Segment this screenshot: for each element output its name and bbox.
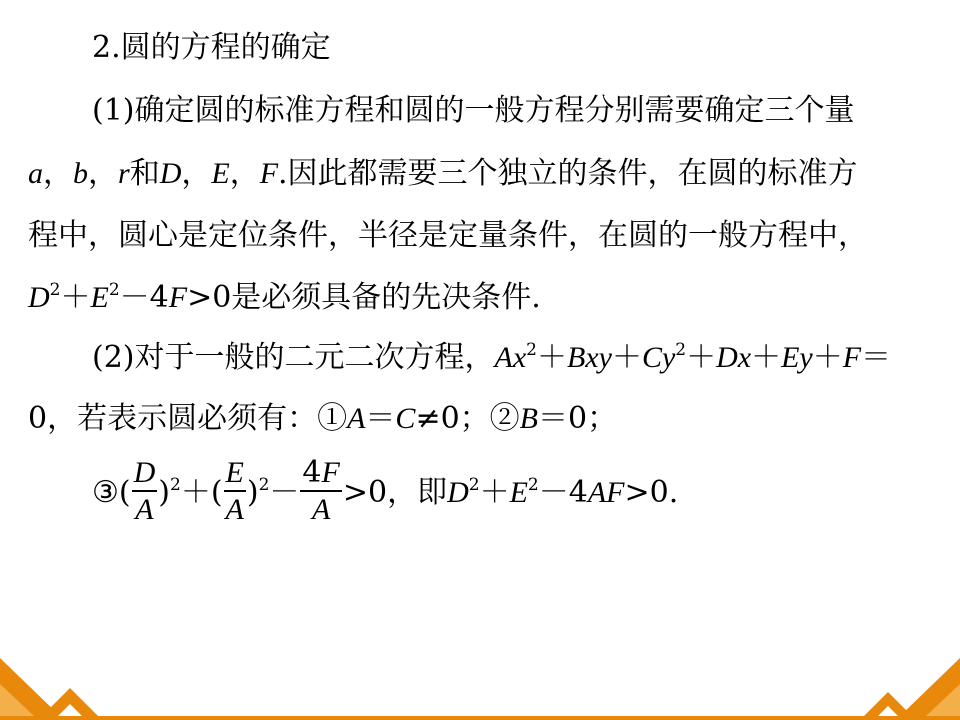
text: 程中，圆心是定位条件，半径是定量条件，在圆的一般方程中， (28, 218, 868, 253)
paren: ) (246, 475, 259, 510)
text: >0，即 (342, 475, 448, 510)
fraction-D-over-A (132, 456, 158, 528)
bottom-accent-bar (0, 716, 960, 720)
numerator: E (224, 456, 246, 492)
comma: ， (229, 156, 260, 191)
var-a: a (28, 157, 43, 190)
numerator: D (132, 456, 158, 492)
para2-line2 (28, 401, 617, 437)
operator: ＋ (686, 340, 717, 375)
operator: ＋ (812, 340, 843, 375)
superscript: 2 (108, 280, 120, 300)
operator: －4 (538, 475, 588, 510)
superscript: 2 (468, 475, 480, 495)
para1-line2 (28, 156, 858, 192)
operator: ＋ (751, 340, 782, 375)
var-F: F (321, 456, 340, 489)
term-Ax: Ax (494, 341, 527, 374)
term-Dx: Dx (716, 341, 752, 374)
term-AF: AF (587, 476, 625, 509)
bottom-left-decoration (0, 656, 110, 716)
numerator (300, 456, 341, 492)
coefficient: 4 (302, 455, 322, 490)
text: 和 (129, 156, 160, 191)
operator: ＋ (611, 340, 642, 375)
term-Bxy: Bxy (566, 341, 612, 374)
var-C: C (395, 402, 416, 435)
text: >0. (624, 475, 679, 510)
text: .因此都需要三个独立的条件，在圆的标准方 (278, 156, 858, 191)
operator: ＋( (180, 475, 223, 510)
operator: ＝ (365, 401, 396, 436)
denominator: A (225, 493, 244, 526)
var-D: D (28, 281, 50, 314)
text: ≠0；② (415, 401, 520, 436)
var-B: B (519, 402, 538, 435)
para1-line3 (28, 218, 868, 254)
heading-text: 2.圆的方程的确定 (92, 30, 331, 65)
bottom-right-decoration (860, 656, 960, 716)
para2-line3 (92, 455, 679, 530)
var-E: E (90, 281, 109, 314)
para2-line1 (92, 340, 891, 376)
superscript: 2 (527, 475, 539, 495)
var-F: F (168, 281, 188, 314)
operator: ＋ (536, 340, 567, 375)
superscript: 2 (49, 280, 61, 300)
superscript: 2 (258, 475, 270, 495)
var-E: E (509, 476, 528, 509)
var-b: b (73, 157, 88, 190)
var-F: F (259, 157, 279, 190)
text: >0是必须具备的先决条件. (187, 280, 541, 315)
var-E: E (211, 157, 230, 190)
section-heading (92, 30, 331, 66)
term-Cy: Cy (641, 341, 676, 374)
para1-line4 (28, 280, 541, 316)
superscript: 2 (675, 340, 687, 360)
comma: ， (88, 156, 118, 191)
operator: ＋ (60, 280, 91, 315)
var-D: D (447, 476, 469, 509)
denominator: A (311, 493, 331, 526)
term-F: F (842, 341, 862, 374)
denominator: A (135, 493, 154, 526)
var-r: r (118, 157, 130, 190)
paren: ) (158, 475, 170, 510)
para1-line1 (92, 93, 855, 129)
term-Ey: Ey (781, 341, 813, 374)
text: ＝0； (538, 401, 618, 436)
operator: － (269, 475, 300, 510)
fraction-4F-over-A (300, 456, 341, 528)
fraction-E-over-A (224, 456, 246, 528)
var-D: D (159, 157, 182, 190)
comma: ， (181, 156, 212, 191)
comma: ， (43, 156, 73, 191)
var-A: A (347, 402, 366, 435)
text: (1)确定圆的标准方程和圆的一般方程分别需要确定三个量 (92, 93, 855, 128)
operator: ＝ (861, 340, 892, 375)
text: ③( (92, 475, 131, 510)
superscript: 2 (526, 340, 537, 360)
text: 0，若表示圆必须有：① (28, 401, 348, 436)
operator: －4 (119, 280, 169, 315)
operator: ＋ (479, 475, 510, 510)
superscript: 2 (170, 475, 181, 495)
text: (2)对于一般的二元二次方程， (92, 340, 495, 375)
